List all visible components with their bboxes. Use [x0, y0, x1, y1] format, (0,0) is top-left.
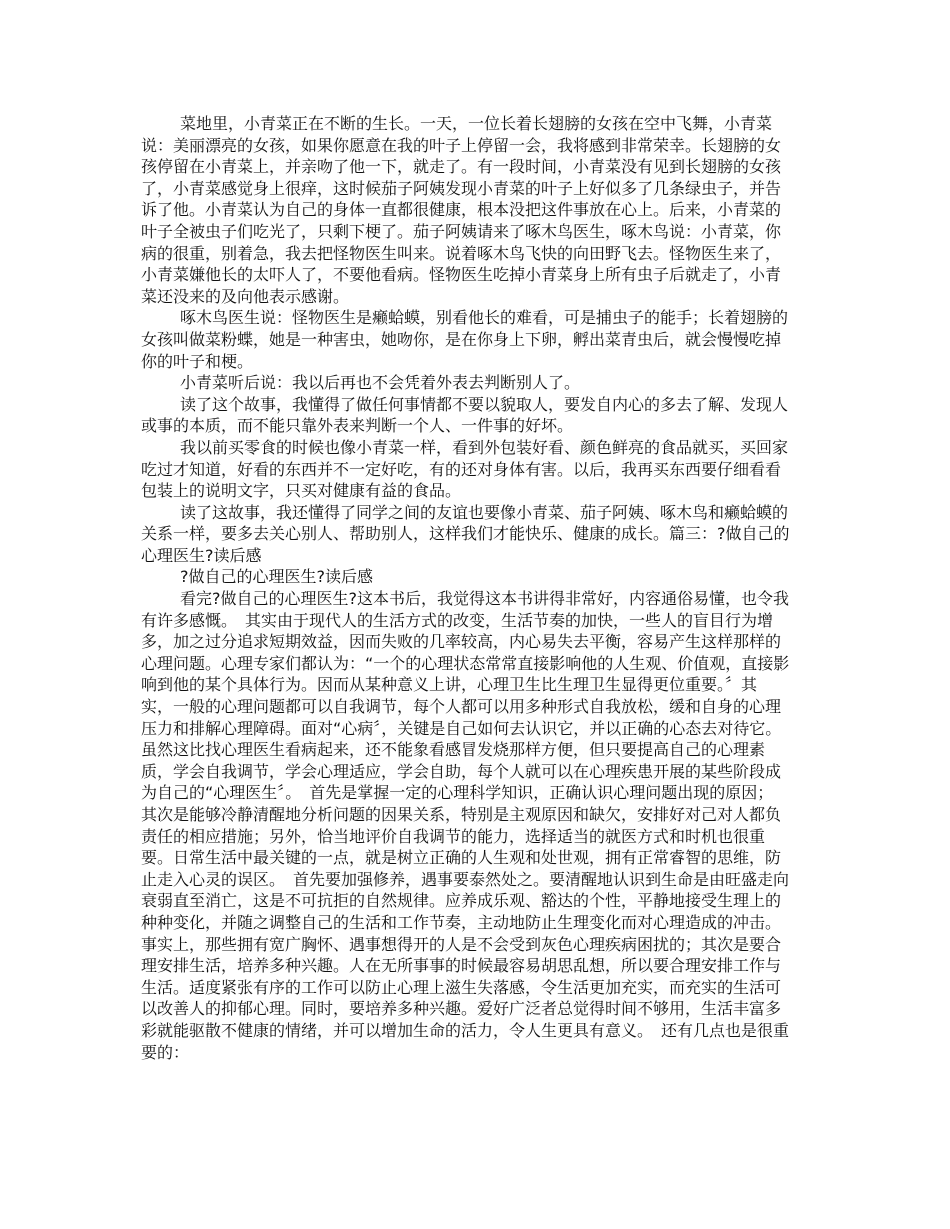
text-line: 菜还没来的及向他表示感谢。 — [141, 286, 350, 306]
text-line: 小青菜嫌他长的太吓人了，不要他看病。怪物医生吃掉小青菜身上所有虫子后就走了，小青 — [141, 265, 782, 285]
text-line: 包装上的说明文字，只买对健康有益的食品。 — [141, 481, 462, 501]
text-line: 理安排生活，培养多种兴趣。人在无所事事的时候最容易胡思乱想，所以要合理安排工作与 — [141, 956, 782, 976]
text-line: 看完?做自己的心理医生?这本书后，我觉得这本书讲得非常好，内容通俗易懂，也令我 — [180, 589, 789, 609]
text-line: 以改善人的抑郁心理。同时，要培养多种兴趣。爱好广泛者总觉得时间不够用，生活丰富多 — [141, 999, 782, 1019]
text-line: 有许多感慨。 其实由于现代人的生活方式的改变，生活节奏的加快，一些人的盲目行为增 — [141, 610, 774, 630]
text-line: 压力和排解心理障碍。面对“心病〞，关键是自己如何去认识它，并以正确的心态去对待它。 — [141, 718, 782, 738]
text-line: 心理问题。心理专家们都认为：“一个的心理状态常常直接影响他的人生观、价值观，直接影 — [141, 653, 790, 673]
text-line: 彩就能驱散不健康的情绪，并可以增加生命的活力，令人生更具有意义。 还有几点也是很重 — [141, 1020, 790, 1040]
text-line: 事实上，那些拥有宽广胸怀、遇事想得开的人是不会受到灰色心理疾病困扰的；其次是要合 — [141, 934, 782, 954]
text-line: 菜地里，小青菜正在不断的生长。一天，一位长着长翅膀的女孩在空中飞舞，小青菜 — [180, 114, 773, 133]
text-line: 实，一般的心理问题都可以自我调节，每个人都可以用多种形式自我放松，缓和自身的心理 — [141, 697, 782, 717]
text-line: 女孩叫做菜粉蝶，她是一种害虫，她吻你，是在你身上下卵，孵出菜青虫后，就会慢慢吃掉 — [141, 329, 782, 349]
text-line: 啄木鸟医生说：怪物医生是癞蛤蟆，别看他长的难看，可是捕虫子的能手；长着翅膀的 — [180, 308, 789, 328]
text-line: 诉了他。小青菜认为自己的身体一直都很健康，根本没把这件事放在心上。后来，小青菜的 — [141, 200, 782, 220]
text-line: 其次是能够冷静清醒地分析问题的因果关系，特别是主观原因和缺欠，安排好对己对人都负 — [141, 805, 782, 824]
text-line: 了，小青菜感觉身上很痒，这时候茄子阿姨发现小青菜的叶子上好似多了几条绿虫子，并告 — [141, 178, 782, 198]
text-line: 多，加之过分追求短期效益，因而失败的几率较高，内心易失去平衡，容易产生这样那样的 — [141, 632, 782, 652]
text-line: 读了这个故事，我懂得了做任何事情都不要以貌取人，要发自内心的多去了解、发现人 — [180, 394, 789, 414]
text-line: 你的叶子和梗。 — [141, 351, 254, 371]
text-line: 衰弱直至消亡，这是不可抗拒的自然规律。应养成乐观、豁达的个性，平静地接受生理上的 — [141, 891, 782, 911]
text-line: 为自己的“心理医生〞。 首先是掌握一定的心理科学知识，正确认识心理问题出现的原因； — [141, 783, 774, 803]
text-line: 响到他的某个具体行为。因而从某种意义上讲，心理卫生比生理卫生显得更位重要。〞其 — [141, 675, 758, 695]
text-line: 或事的本质，而不能只靠外表来判断一个人、一件事的好坏。 — [141, 416, 574, 436]
text-line: ?做自己的心理医生?读后感 — [180, 567, 373, 587]
text-line: 止走入心灵的误区。 首先要加强修养，遇事要泰然处之。要清醒地认识到生命是由旺盛走向 — [141, 869, 790, 889]
text-line: 孩停留在小青菜上，并亲吻了他一下，就走了。有一段时间，小青菜没有见到长翅膀的女孩 — [141, 157, 782, 177]
text-line: 责任的相应措施；另外，恰当地评价自我调节的能力，选择适当的就医方式和时机也很重 — [141, 826, 766, 846]
document-body — [141, 113, 813, 1063]
text-line: 叶子全被虫子们吃光了，只剩下梗了。茄子阿姨请来了啄木鸟医生，啄木鸟说：小青菜，你 — [141, 221, 782, 241]
text-line: 心理医生?读后感 — [141, 545, 262, 565]
text-line: 生活。适度紧张有序的工作可以防止心理上滋生失落感，令生活更加充实，而充实的生活可 — [141, 977, 782, 997]
text-line: 读了这故事，我还懂得了同学之间的友谊也要像小青菜、茄子阿姨、啄木鸟和癞蛤蟆的 — [180, 502, 789, 522]
text-line: 小青菜听后说：我以后再也不会凭着外表去判断别人了。 — [180, 373, 581, 393]
text-line: 我以前买零食的时候也像小青菜一样，看到外包装好看、颜色鲜亮的食品就买，买回家 — [180, 437, 789, 457]
text-line: 说：美丽漂亮的女孩，如果你愿意在我的叶子上停留一会，我将感到非常荣幸。长翅膀的女 — [141, 135, 782, 155]
text-line: 种种变化，并随之调整自己的生活和工作节奏，主动地防止生理变化而对心理造成的冲击。 — [141, 912, 782, 932]
text-line: 质，学会自我调节，学会心理适应，学会自助，每个人就可以在心理疾患开展的某些阶段成 — [141, 761, 782, 781]
text-line: 要。日常生活中最关键的一点，就是树立正确的人生观和处世观，拥有正常睿智的思维，防 — [141, 848, 782, 868]
text-line: 病的很重，别着急，我去把怪物医生叫来。说着啄木鸟飞快的向田野飞去。怪物医生来了， — [141, 243, 782, 263]
text-line: 要的： — [141, 1042, 190, 1062]
text-line: 虽然这比找心理医生看病起来，还不能象看感冒发烧那样方便，但只要提高自己的心理素 — [141, 740, 766, 760]
text-line: 吃过才知道，好看的东西并不一定好吃，有的还对身体有害。以后，我再买东西要仔细看看 — [141, 459, 782, 479]
text-line: 关系一样，要多去关心别人、帮助别人，这样我们才能快乐、健康的成长。篇三：?做自己的 — [141, 524, 790, 544]
